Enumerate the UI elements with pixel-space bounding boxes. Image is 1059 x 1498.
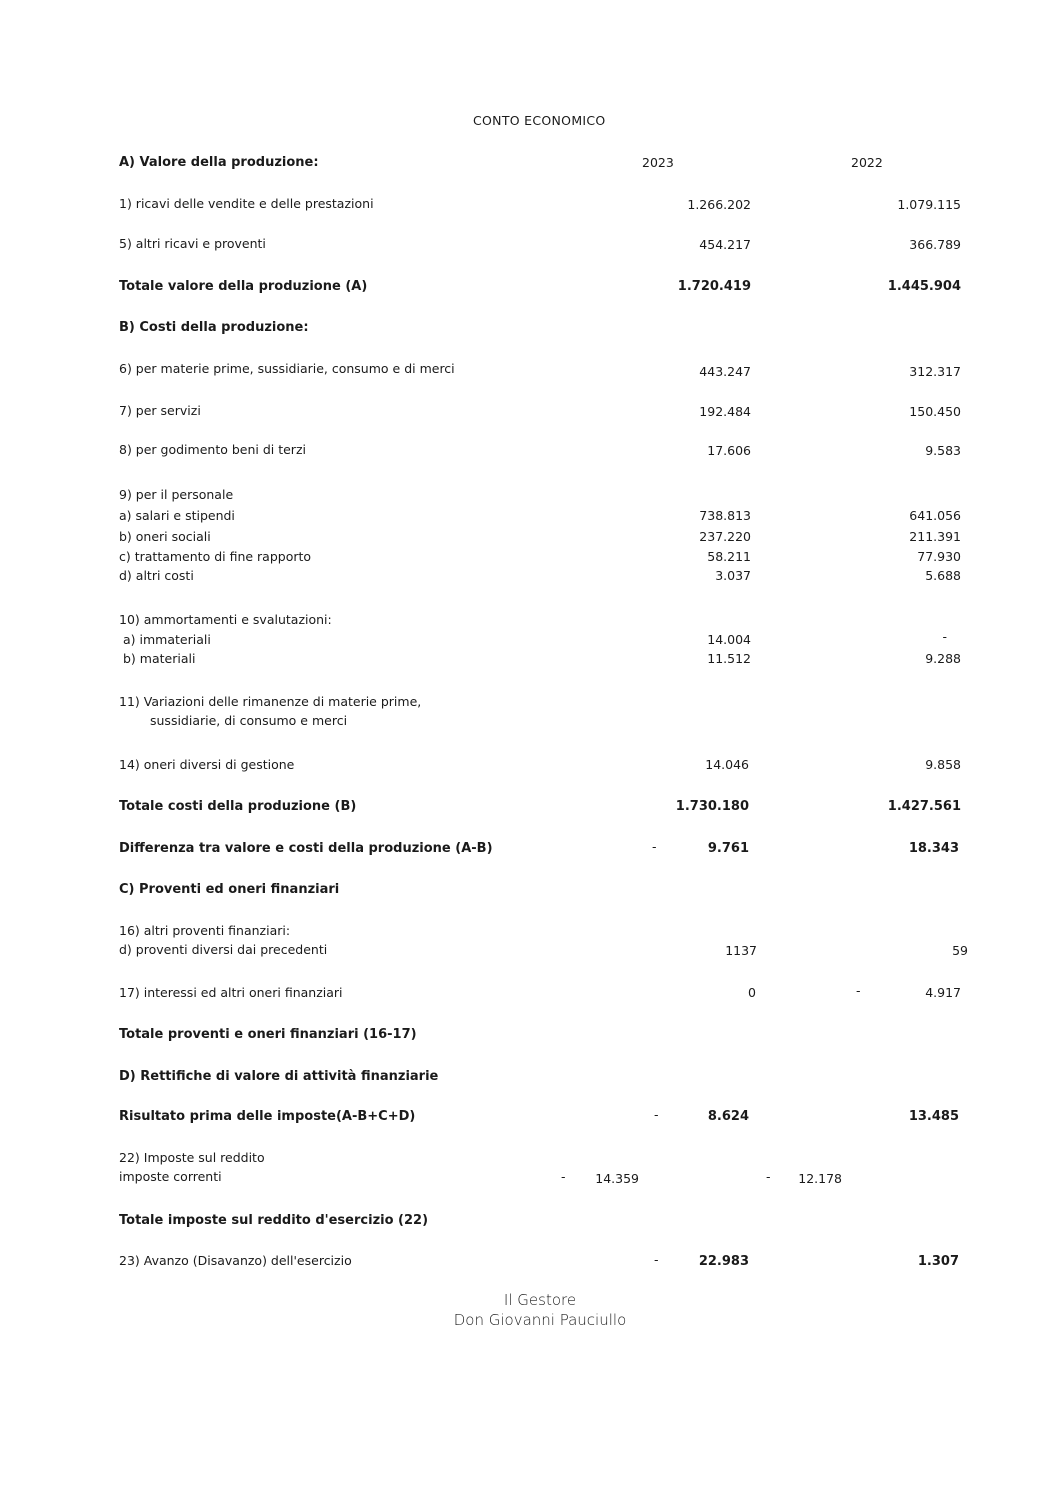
row-9a-label: a) salari e stipendi (119, 508, 235, 523)
row-17-2022: 4.917 (925, 985, 961, 1000)
row-8-label: 8) per godimento beni di terzi (119, 442, 306, 457)
section-b-heading: B) Costi della produzione: (119, 320, 309, 335)
signature-role: Il Gestore (503, 1291, 577, 1309)
row-10b-label: b) materiali (123, 651, 196, 666)
total-b-2023: 1.730.180 (675, 799, 749, 814)
row-5-2022: 366.789 (909, 237, 961, 252)
row-14-2023: 14.046 (705, 757, 749, 772)
row-9-label: 9) per il personale (119, 487, 234, 502)
total-a-2022: 1.445.904 (887, 279, 961, 294)
year-2022-header: 2022 (851, 155, 883, 170)
row-7-label: 7) per servizi (119, 403, 201, 418)
row-23-label: 23) Avanzo (Disavanzo) dell'esercizio (119, 1253, 352, 1268)
row-1-label: 1) ricavi delle vendite e delle prestazioni (119, 196, 374, 211)
pretax-2023-sign: - (654, 1107, 659, 1122)
row-6-2023: 443.247 (699, 364, 751, 379)
row-10b-2022: 9.288 (925, 651, 961, 666)
row-10a-2023: 14.004 (707, 632, 751, 647)
row-10-label: 10) ammortamenti e svalutazioni: (119, 612, 332, 627)
row-9c-2022: 77.930 (917, 549, 961, 564)
year-2023-header: 2023 (642, 155, 674, 170)
row-8-2022: 9.583 (925, 443, 961, 458)
pretax-2022: 13.485 (908, 1109, 959, 1124)
row-17-label: 17) interessi ed altri oneri finanziari (119, 985, 343, 1000)
row-1-2023: 1.266.202 (687, 197, 751, 212)
row-11-label-line1: 11) Variazioni delle rimanenze di materie prime, (119, 694, 422, 709)
row-6-label: 6) per materie prime, sussidiarie, consumo e di merci (119, 361, 455, 376)
section-d-heading: D) Rettifiche di valore di attività finanziarie (119, 1069, 439, 1084)
row-22-2022-sign: - (766, 1169, 771, 1184)
row-10b-2023: 11.512 (707, 651, 751, 666)
row-9a-2023: 738.813 (699, 508, 751, 523)
row-9b-label: b) oneri sociali (119, 529, 211, 544)
pretax-label: Risultato prima delle imposte(A-B+C+D) (119, 1109, 416, 1124)
row-22-2022: 12.178 (798, 1171, 842, 1186)
total-a-2023: 1.720.419 (677, 279, 751, 294)
row-11-label-line2: sussidiarie, di consumo e merci (150, 713, 348, 728)
difference-2023: 9.761 (707, 841, 749, 856)
row-7-2022: 150.450 (909, 404, 961, 419)
row-23-2023: 22.983 (698, 1254, 749, 1269)
row-14-2022: 9.858 (925, 757, 961, 772)
section-a-heading: A) Valore della produzione: (119, 155, 319, 170)
row-16d-2022: 59 (952, 943, 968, 958)
row-16d-2023: 1137 (725, 943, 757, 958)
page-title: CONTO ECONOMICO (473, 113, 606, 128)
row-9d-label: d) altri costi (119, 568, 194, 583)
row-5-2023: 454.217 (699, 237, 751, 252)
difference-2022: 18.343 (908, 841, 959, 856)
row-22-label: 22) Imposte sul reddito (119, 1150, 265, 1165)
total-b-label: Totale costi della produzione (B) (119, 799, 357, 814)
row-5-label: 5) altri ricavi e proventi (119, 236, 266, 251)
row-14-label: 14) oneri diversi di gestione (119, 757, 295, 772)
section-c-heading: C) Proventi ed oneri finanziari (119, 882, 340, 897)
row-10a-2022: - (942, 629, 947, 644)
row-10a-label: a) immateriali (123, 632, 211, 647)
difference-2023-sign: - (652, 839, 657, 854)
tax-total-label: Totale imposte sul reddito d'esercizio (22) (119, 1213, 429, 1228)
row-23-2022: 1.307 (917, 1254, 959, 1269)
total-c-label: Totale proventi e oneri finanziari (16-17) (119, 1027, 417, 1042)
row-9c-label: c) trattamento di fine rapporto (119, 549, 312, 564)
row-7-2023: 192.484 (699, 404, 751, 419)
row-17-2023: 0 (748, 985, 756, 1000)
signature-name: Don Giovanni Pauciullo (453, 1311, 627, 1329)
row-9a-2022: 641.056 (909, 508, 961, 523)
row-9b-2023: 237.220 (699, 529, 751, 544)
row-9d-2022: 5.688 (925, 568, 961, 583)
row-9c-2023: 58.211 (707, 549, 751, 564)
difference-label: Differenza tra valore e costi della produzione (A-B) (119, 841, 493, 856)
total-a-label: Totale valore della produzione (A) (119, 279, 368, 294)
row-1-2022: 1.079.115 (897, 197, 961, 212)
row-16d-label: d) proventi diversi dai precedenti (119, 942, 328, 957)
row-9b-2022: 211.391 (909, 529, 961, 544)
pretax-2023: 8.624 (707, 1109, 749, 1124)
row-6-2022: 312.317 (909, 364, 961, 379)
row-17-2022-sign: - (856, 983, 861, 998)
row-22-2023: 14.359 (595, 1171, 639, 1186)
total-b-2022: 1.427.561 (887, 799, 961, 814)
row-8-2023: 17.606 (707, 443, 751, 458)
row-16-label: 16) altri proventi finanziari: (119, 923, 291, 938)
row-22-2023-sign: - (561, 1169, 566, 1184)
row-9d-2023: 3.037 (715, 568, 751, 583)
row-23-2023-sign: - (654, 1252, 659, 1267)
row-22-sub-label: imposte correnti (119, 1169, 222, 1184)
